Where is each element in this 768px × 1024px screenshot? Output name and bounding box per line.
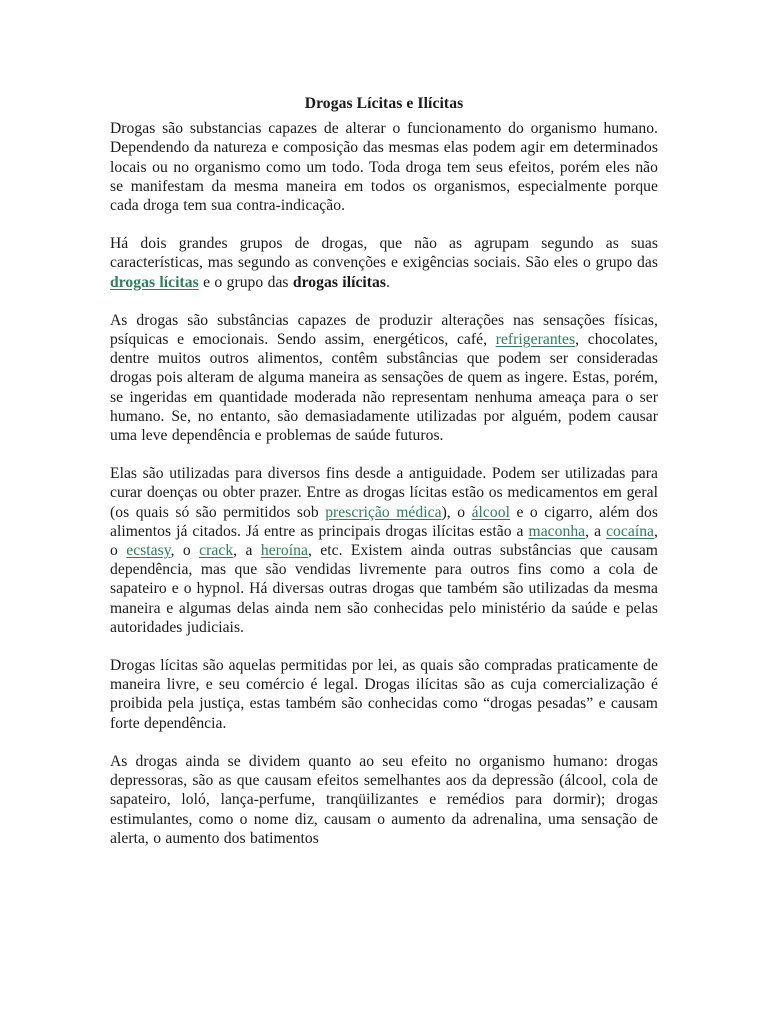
link-heroina[interactable]: heroína [260, 542, 308, 560]
paragraph-4-text-8: , etc. Existem ainda outras substâncias que causam dependência, mas que são vendidas livremente para outros fins como a cola de sapateiro e o hypnol. Há diversas outras drogas que também são utilizadas da mesma maneira e algumas delas ainda nem são conhecidas pelo ministério da saúde e pelas autoridades judiciais. [110, 542, 658, 636]
link-maconha[interactable]: maconha [528, 522, 586, 540]
paragraph-4-text-7: , a [233, 542, 261, 560]
paragraph-4-text-4: , a [585, 522, 607, 540]
link-crack[interactable]: crack [199, 542, 234, 560]
paragraph-5: Drogas lícitas são aquelas permitidas por lei, as quais são compradas praticamente de maneira livre, e seu comércio é legal. Drogas ilícitas são as cuja comercialização é proibida pela justiça, estas também são conhecidas como “drogas pesadas” e causam forte dependência. [110, 657, 658, 732]
paragraph-3-text-1: As drogas são substâncias capazes de produzir alterações nas sensações físicas, psíquicas e emocionais. Sendo assim, energéticos, café, [110, 311, 658, 349]
paragraph-2 [110, 234, 658, 292]
link-drogas-licitas[interactable]: drogas lícitas [110, 273, 199, 291]
paragraph-4-text-5: , o [110, 522, 658, 560]
document-title: Drogas Lícitas e Ilícitas [304, 95, 464, 112]
link-alcool[interactable]: álcool [471, 503, 510, 521]
paragraph-3 [110, 311, 658, 445]
link-prescricao-medica[interactable]: prescrição médica [325, 503, 442, 521]
paragraph-2-text-3: . [386, 273, 390, 291]
paragraph-1: Drogas são substancias capazes de alterar o funcionamento do organismo humano. Dependendo da natureza e composição das mesmas elas podem agir em determinados locais ou no organismo como um todo. Toda droga tem seus efeitos, porém eles não se manifestam da mesma maneira em todos os organismos, especialmente porque cada droga tem sua contra-indicação. [110, 120, 658, 215]
link-cocaina[interactable]: cocaína [606, 522, 655, 540]
paragraph-3-text-2: , chocolates, dentre muitos outros alimentos, contêm substâncias que podem ser consideradas drogas pois alteram de alguma maneira as sensações de quem as ingere. Estas, porém, se ingeridas em quantidade moderada não representam nenhuma ameaça para o ser humano. Se, no entanto, são demasiadamente utilizadas por alguém, podem causar uma leve dependência e problemas de saúde futuros. [110, 331, 658, 445]
paragraph-4-text-1: Elas são utilizadas para diversos fins desde a antiguidade. Podem ser utilizadas para curar doenças ou obter prazer. Entre as drogas lícitas estão os medicamentos em geral (os quais só são permitidos sob [110, 465, 658, 521]
paragraph-4-text-3: e o cigarro, além dos alimentos já citados. Já entre as principais drogas ilícitas estão a [110, 503, 658, 540]
paragraph-4-text-2: ), o [441, 503, 472, 521]
bold-drogas-ilicitas: drogas ilícitas [292, 273, 387, 291]
paragraph-2-text-2: e o grupo das [198, 273, 293, 291]
paragraph-6: As drogas ainda se dividem quanto ao seu efeito no organismo humano: drogas depressoras, são as que causam efeitos semelhantes aos da depressão (álcool, cola de sapateiro, loló, lança-perfume, tranqüilizantes e remédios para dormir); drogas estimulantes, como o nome diz, causam o aumento da adrenalina, uma sensação de alerta, o aumento dos batimentos [110, 752, 658, 847]
link-ecstasy[interactable]: ecstasy [126, 542, 171, 560]
paragraph-4-text-6: , o [170, 542, 200, 560]
paragraph-2-text-1: Há dois grandes grupos de drogas, que não as agrupam segundo as suas características, mas segundo as convenções e exigências sociais. São eles o grupo das [110, 235, 658, 272]
link-refrigerantes[interactable]: refrigerantes [495, 331, 576, 349]
paragraph-4 [110, 464, 658, 637]
